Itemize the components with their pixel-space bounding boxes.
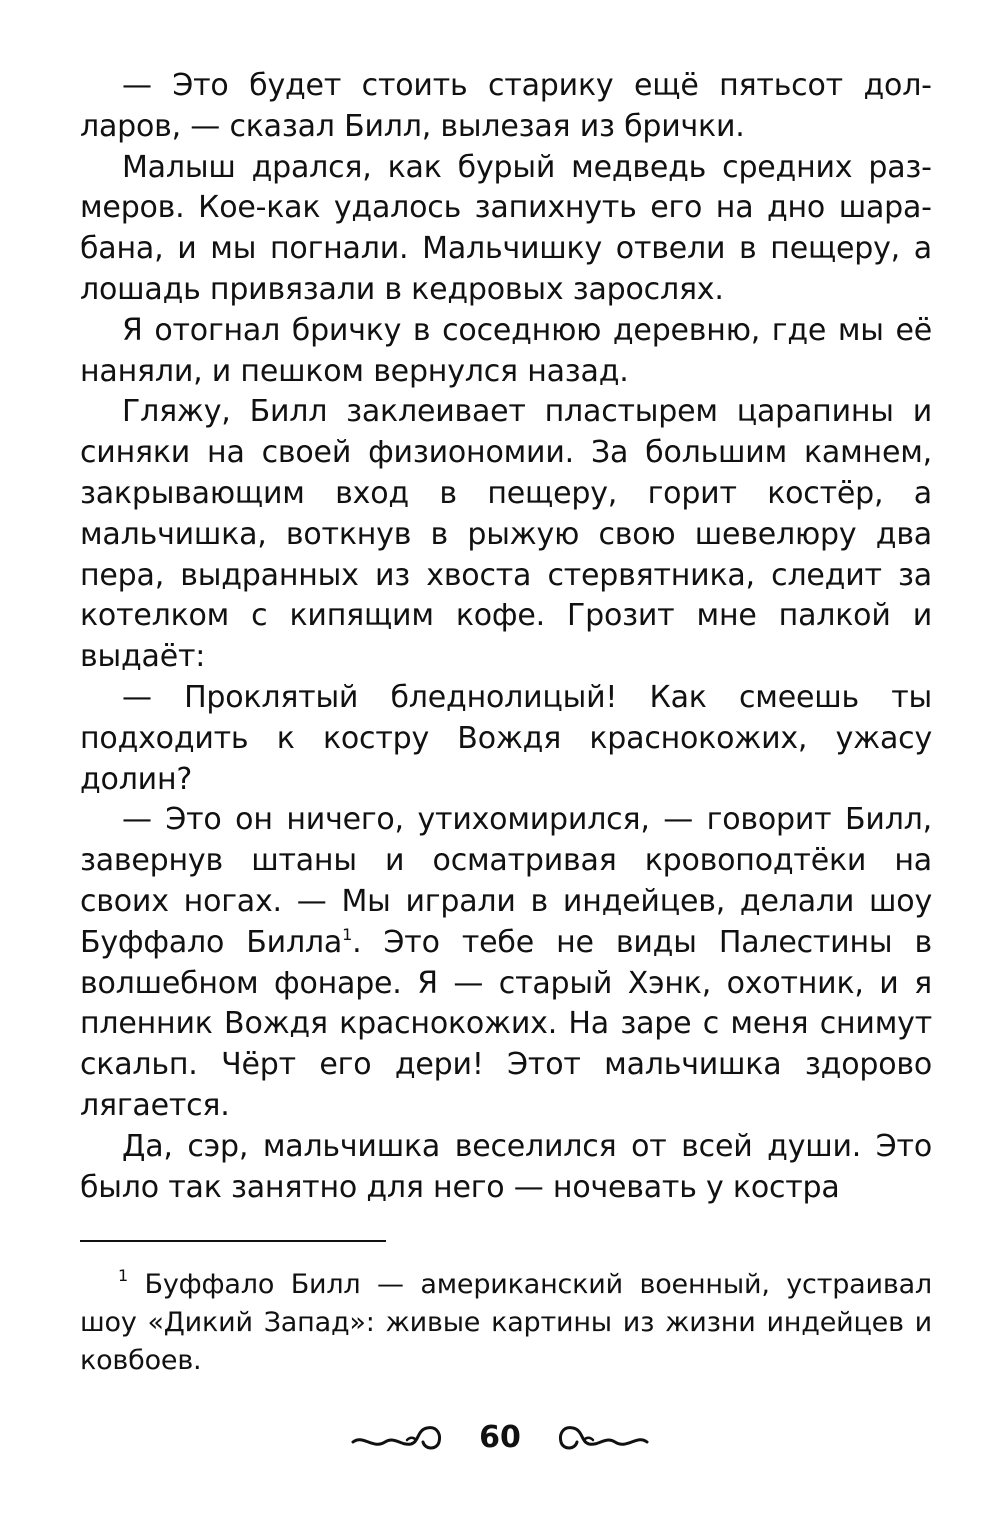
right-swirl-ornament-icon [557,1420,649,1454]
paragraph: Гляжу, Билл заклеивает пластырем царапины и синяки на своей физиономии. За большим камнем, закрывающим вход в пещеру, горит костёр, а мальчишка, воткнув в рыжую свою шевелюру два пера, выдранных из хвоста стервятника, следит за котелком с кипящим кофе. Грозит мне палкой и выдаёт: [80,394,932,675]
left-swirl-ornament-icon [351,1420,443,1454]
page-footer [0,1412,1000,1462]
footnote-divider [80,1240,386,1242]
page-body [80,66,932,1208]
paragraph-text: . Это тебе не виды Палестины в волшебном фонаре. Я — старый Хэнк, охотник, и я пленник Вождя краснокожих. На заре с меня снимут скальп. Чёрт его дери! Этот мальчишка здорово лягается. [80,924,932,1123]
paragraph: Малыш дрался, как бурый медведь средних размеров. Кое-как удалось запихнуть его на дно шарабана, и мы погнали. Мальчишку отвели в пещеру, а лошадь привязали в кедровых зарослях. [80,149,932,307]
paragraph: Я отогнал бричку в соседнюю деревню, где мы её наняли, и пешком вернулся назад. [80,312,932,389]
paragraph-text: — Это он ничего, утихомирился, — говорит Билл, завернув штаны и осматривая кровоподтёки на своих ногах. — Мы играли в индейцев, делали шоу Буффало Билла [80,802,932,960]
footnote-mark: 1 [118,1266,128,1285]
paragraph-with-footnote-ref [80,800,932,1126]
paragraph: — Это будет стоить старику ещё пятьсот долларов, — сказал Билл, вылезая из брички. [80,68,932,144]
paragraph: — Проклятый бледнолицый! Как смеешь ты подходить к костру Вождя краснокожих, ужасу долин? [80,679,932,797]
paragraph: Да, сэр, мальчишка веселился от всей души. Это было так занятно для него — ночевать у костра [80,1128,932,1205]
footnote-text: Буффало Билл — американский военный, устраивал шоу «Дикий Запад»: живые картины из жизни индейцев и ковбоев. [80,1269,932,1376]
footnote [80,1266,932,1380]
footnote-ref-mark: 1 [342,924,353,944]
page-number: 60 [479,1419,521,1455]
